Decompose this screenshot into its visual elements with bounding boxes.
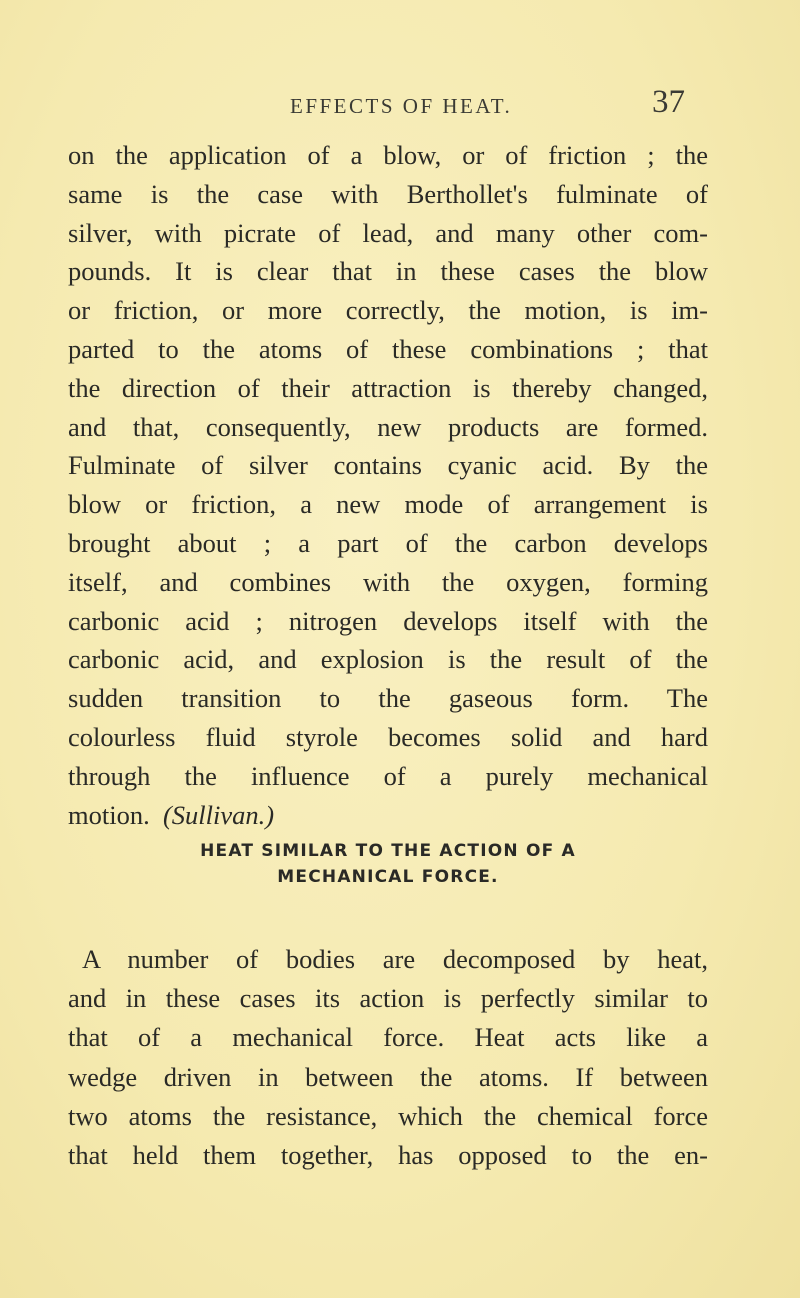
final-line-text: motion. (68, 799, 150, 830)
running-head (0, 84, 800, 128)
section-heading-line-1: HEAT SIMILAR TO THE ACTION OF A (200, 841, 576, 861)
text-line-final (68, 796, 708, 835)
paragraph-friction (68, 136, 708, 834)
text-line: pounds. It is clear that in these cases the blow (68, 256, 708, 287)
text-line: carbonic acid, and explosion is the result of the (68, 644, 708, 675)
text-line: blow or friction, a new mode of arrangement is (68, 489, 708, 520)
text-line: sudden transition to the gaseous form. The (68, 683, 708, 714)
text-line: or friction, or more correctly, the motion, is im- (68, 295, 708, 326)
text-line: and that, consequently, new products are formed. (68, 411, 708, 442)
section-heading-line-2: MECHANICAL FORCE. (277, 867, 499, 887)
text-line: carbonic acid ; nitrogen develops itself with the (68, 605, 708, 636)
text-line: silver, with picrate of lead, and many other com- (68, 217, 708, 248)
paragraph-heat-wedge (68, 940, 708, 1175)
text-line: Fulminate of silver contains cyanic acid. By the (68, 450, 708, 481)
text-line: wedge driven in between the atoms. If between (68, 1061, 708, 1092)
text-line: that of a mechanical force. Heat acts like a (68, 1022, 708, 1053)
text-line: and in these cases its action is perfectly similar to (68, 983, 708, 1014)
text-line: A number of bodies are decomposed by heat, (82, 944, 708, 974)
citation: (Sullivan.) (162, 799, 275, 830)
text-line: through the influence of a purely mechanical (68, 760, 708, 791)
running-title: EFFECTS OF HEAT. (290, 94, 513, 118)
text-line: brought about ; a part of the carbon develops (68, 527, 708, 558)
text-line: on the application of a blow, or of friction ; the (68, 140, 708, 170)
section-heading (68, 838, 708, 890)
text-line: that held them together, has opposed to the en- (68, 1140, 708, 1171)
text-line: same is the case with Berthollet's fulminate of (68, 178, 708, 209)
page-number: 37 (652, 84, 685, 120)
text-line: itself, and combines with the oxygen, forming (68, 566, 708, 597)
text-line: the direction of their attraction is thereby changed, (68, 372, 708, 403)
text-line: colourless fluid styrole becomes solid and hard (68, 721, 708, 752)
text-line: parted to the atoms of these combinations ; that (68, 333, 708, 364)
text-line: two atoms the resistance, which the chemical force (68, 1100, 708, 1131)
